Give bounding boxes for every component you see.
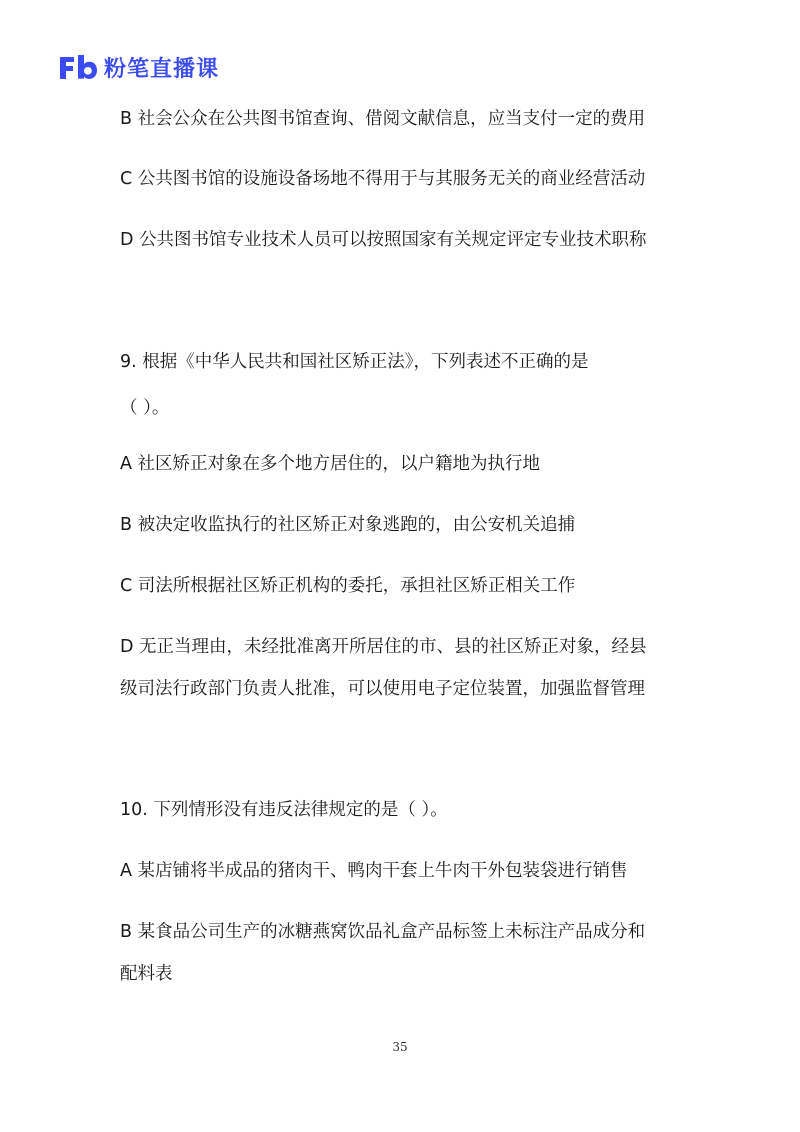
option-line: C 司法所根据社区矫正机构的委托，承担社区矫正相关工作 (120, 576, 576, 596)
question-stem: （ ）。 (120, 398, 170, 418)
option-line: D 无正当理由，未经批准离开所居住的市、县的社区矫正对象，经县 (120, 637, 647, 657)
option-line: B 社会公众在公共图书馆查询、借阅文献信息，应当支付一定的费用 (120, 109, 646, 129)
option-line: C 公共图书馆的设施设备场地不得用于与其服务无关的商业经营活动 (120, 169, 646, 189)
option-line: 配料表 (120, 964, 173, 984)
option-line: 级司法行政部门负责人批准，可以使用电子定位装置，加强监督管理 (120, 679, 645, 699)
option-line: B 被决定收监执行的社区矫正对象逃跑的，由公安机关追捕 (120, 515, 576, 535)
fenbi-logo-icon (58, 53, 98, 81)
page-number: 35 (392, 1040, 408, 1054)
option-line: A 某店铺将半成品的猪肉干、鸭肉干套上牛肉干外包装袋进行销售 (120, 861, 628, 881)
option-line: D 公共图书馆专业技术人员可以按照国家有关规定评定专业技术职称 (120, 230, 647, 250)
brand-name: 粉笔直播课 (104, 56, 220, 82)
brand-logo (58, 52, 219, 82)
option-line: B 某食品公司生产的冰糖燕窝饮品礼盒产品标签上未标注产品成分和 (120, 922, 646, 942)
question-stem: 9. 根据《中华人民共和国社区矫正法》，下列表述不正确的是 (120, 352, 589, 372)
question-stem: 10. 下列情形没有违反法律规定的是（ ）。 (120, 800, 448, 820)
option-line: A 社区矫正对象在多个地方居住的，以户籍地为执行地 (120, 454, 541, 474)
